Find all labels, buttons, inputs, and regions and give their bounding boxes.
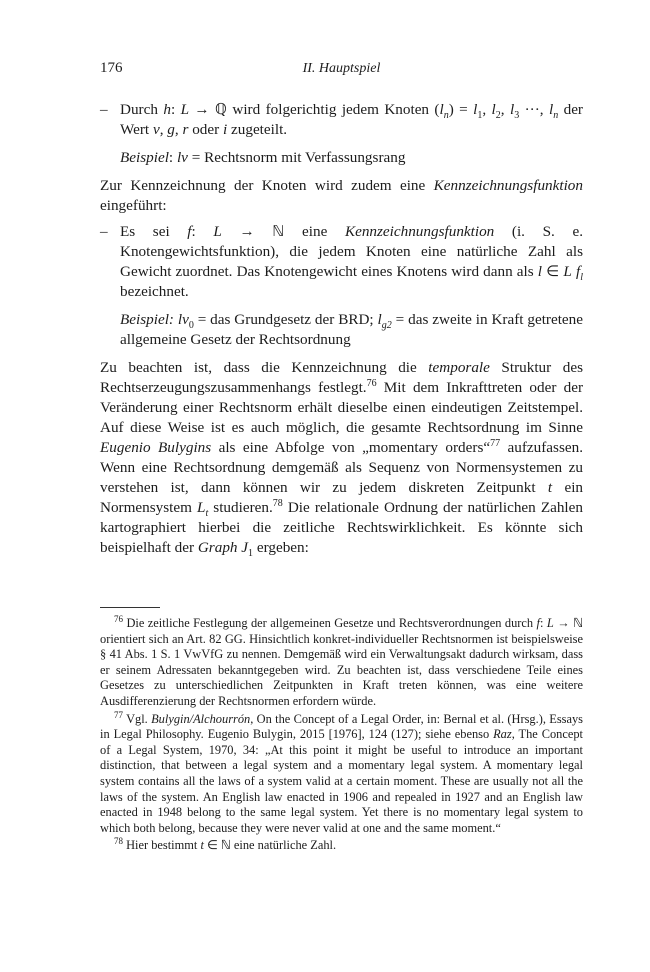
footnote-number: 78 (114, 836, 123, 847)
list-dash: – (100, 101, 108, 118)
body-paragraph: Zu beachten ist, dass die Kennzeichnung die temporale Struktur des Rechtserzeugungszusammenhangs festlegt.$^{76}$ Mit dem Inkrafttreten oder der Veränderung einer Rechtsnorm erhält dieselbe einen eindeutigen Zeitstempel. Auf diese Weise ist es auch möglich, die gesamte Rechtsordnung im Sinne Eugenio Bulygins als eine Abfolge von „momentary orders“$^{77}$ aufzufassen. Wenn eine Rechtsordnung demgemäß als Sequenz von Normensystemen zu verstehen ist, dann können wir zu jedem diskreten Zeitpunkt t ein Normensystem $L_t$ studieren.$^{78}$ Die relationale Ordnung der natürlichen Zahlen kartographiert hierbei die zeitliche Rechtswirklichkeit. Es könnte sich beispielhaft der Graph $J_1$ ergeben: (100, 359, 584, 560)
list-dash: – (100, 223, 108, 240)
page-number: 176 (100, 60, 123, 76)
footnote: $^{77}$ Vgl. Bulygin/Alchourrón, On the Concept of a Legal Order, in: Bernal et al. (Hrsg.), Essays in Legal Philosophy. Eugenio Bulygin, 2015 [1976], 124 (127); siehe ebenso Raz, The Concept of a Legal System, 1970, 34: „At this point it might be useful to introduce an important distinction, that between a legal system and a momentary legal system. A momentary legal system contains all the laws of a system valid at a certain moment. These are usually not all the laws of the system. An English law enacted in 1906 and repealed in 1927 and an English law enacted in 1948 belong to the same legal system. Yet there is no momentary legal system to which both belong, because they were never valid at one and the same moment.“ (100, 709, 583, 835)
page-header (100, 60, 583, 82)
example-paragraph: Beispiel: $lv_0$ = das Grundgesetz der BRD; $l_{g2}$ = das zweite in Kraft getretene allgemeine Gesetz der Rechtsordnung (120, 311, 584, 348)
main-text (100, 100, 583, 558)
footnote-ref[interactable]: 78 (272, 497, 283, 509)
list-item-marking-function: – Es sei f: L → ℕ eine Kennzeichnungsfunktion (i. S. e. Knotengewichtsfunktion), die jedem Knoten eine natürliche Zahl als Gewicht zuordnet. Das Knotengewicht eines Knotens wird dann als l ∈ L $f_l$ bezeichnet. (100, 223, 583, 300)
body-paragraph: Zur Kennzeichnung der Knoten wird zudem eine Kennzeichnungsfunktion eingeführt: (100, 177, 583, 214)
example-paragraph: Beispiel: lv = Rechtsnorm mit Verfassungsrang (120, 149, 406, 166)
footnote-ref[interactable]: 76 (366, 377, 377, 389)
footnote: $^{76}$ Die zeitliche Festlegung der allgemeinen Gesetze und Rechtsverordnungen durch f: L → ℕ orientiert sich an Art. 82 GG. Hinsichtlich konkret-individueller Rechtsnormen ist beispielsweise § 41 Abs. 1 S. 1 VwVfG zu nennen. Demgemäß wird ein Verwaltungsakt dadurch wirksam, dass er seinem Adressaten bekanntgegeben wird. Zu beachten ist, dass verschiedene Teile eines Gesetzes zu unterschiedlichen Zeitpunkten in Kraft treten können, was eine weitere Ausdifferenzierung der Rechtsnormen erfordern würde. (100, 613, 583, 708)
running-title: II. Hauptspiel (302, 61, 381, 76)
footnotes (100, 613, 583, 854)
book-page (100, 0, 583, 972)
footnote-ref[interactable]: 77 (490, 437, 501, 449)
list-item-node-values: – Durch h: L → ℚ wird folgerichtig jedem Knoten $(l_n) = l_1$, $l_2$, $l_3$ ···, $l_n$ der Wert v, g, r oder i zugeteilt. (100, 101, 583, 138)
footnote-number: 77 (114, 709, 123, 720)
footnote-divider (100, 607, 160, 608)
footnote-number: 76 (114, 613, 123, 624)
footnote: $^{78}$ Hier bestimmt t ∈ ℕ eine natürliche Zahl. (114, 836, 337, 853)
